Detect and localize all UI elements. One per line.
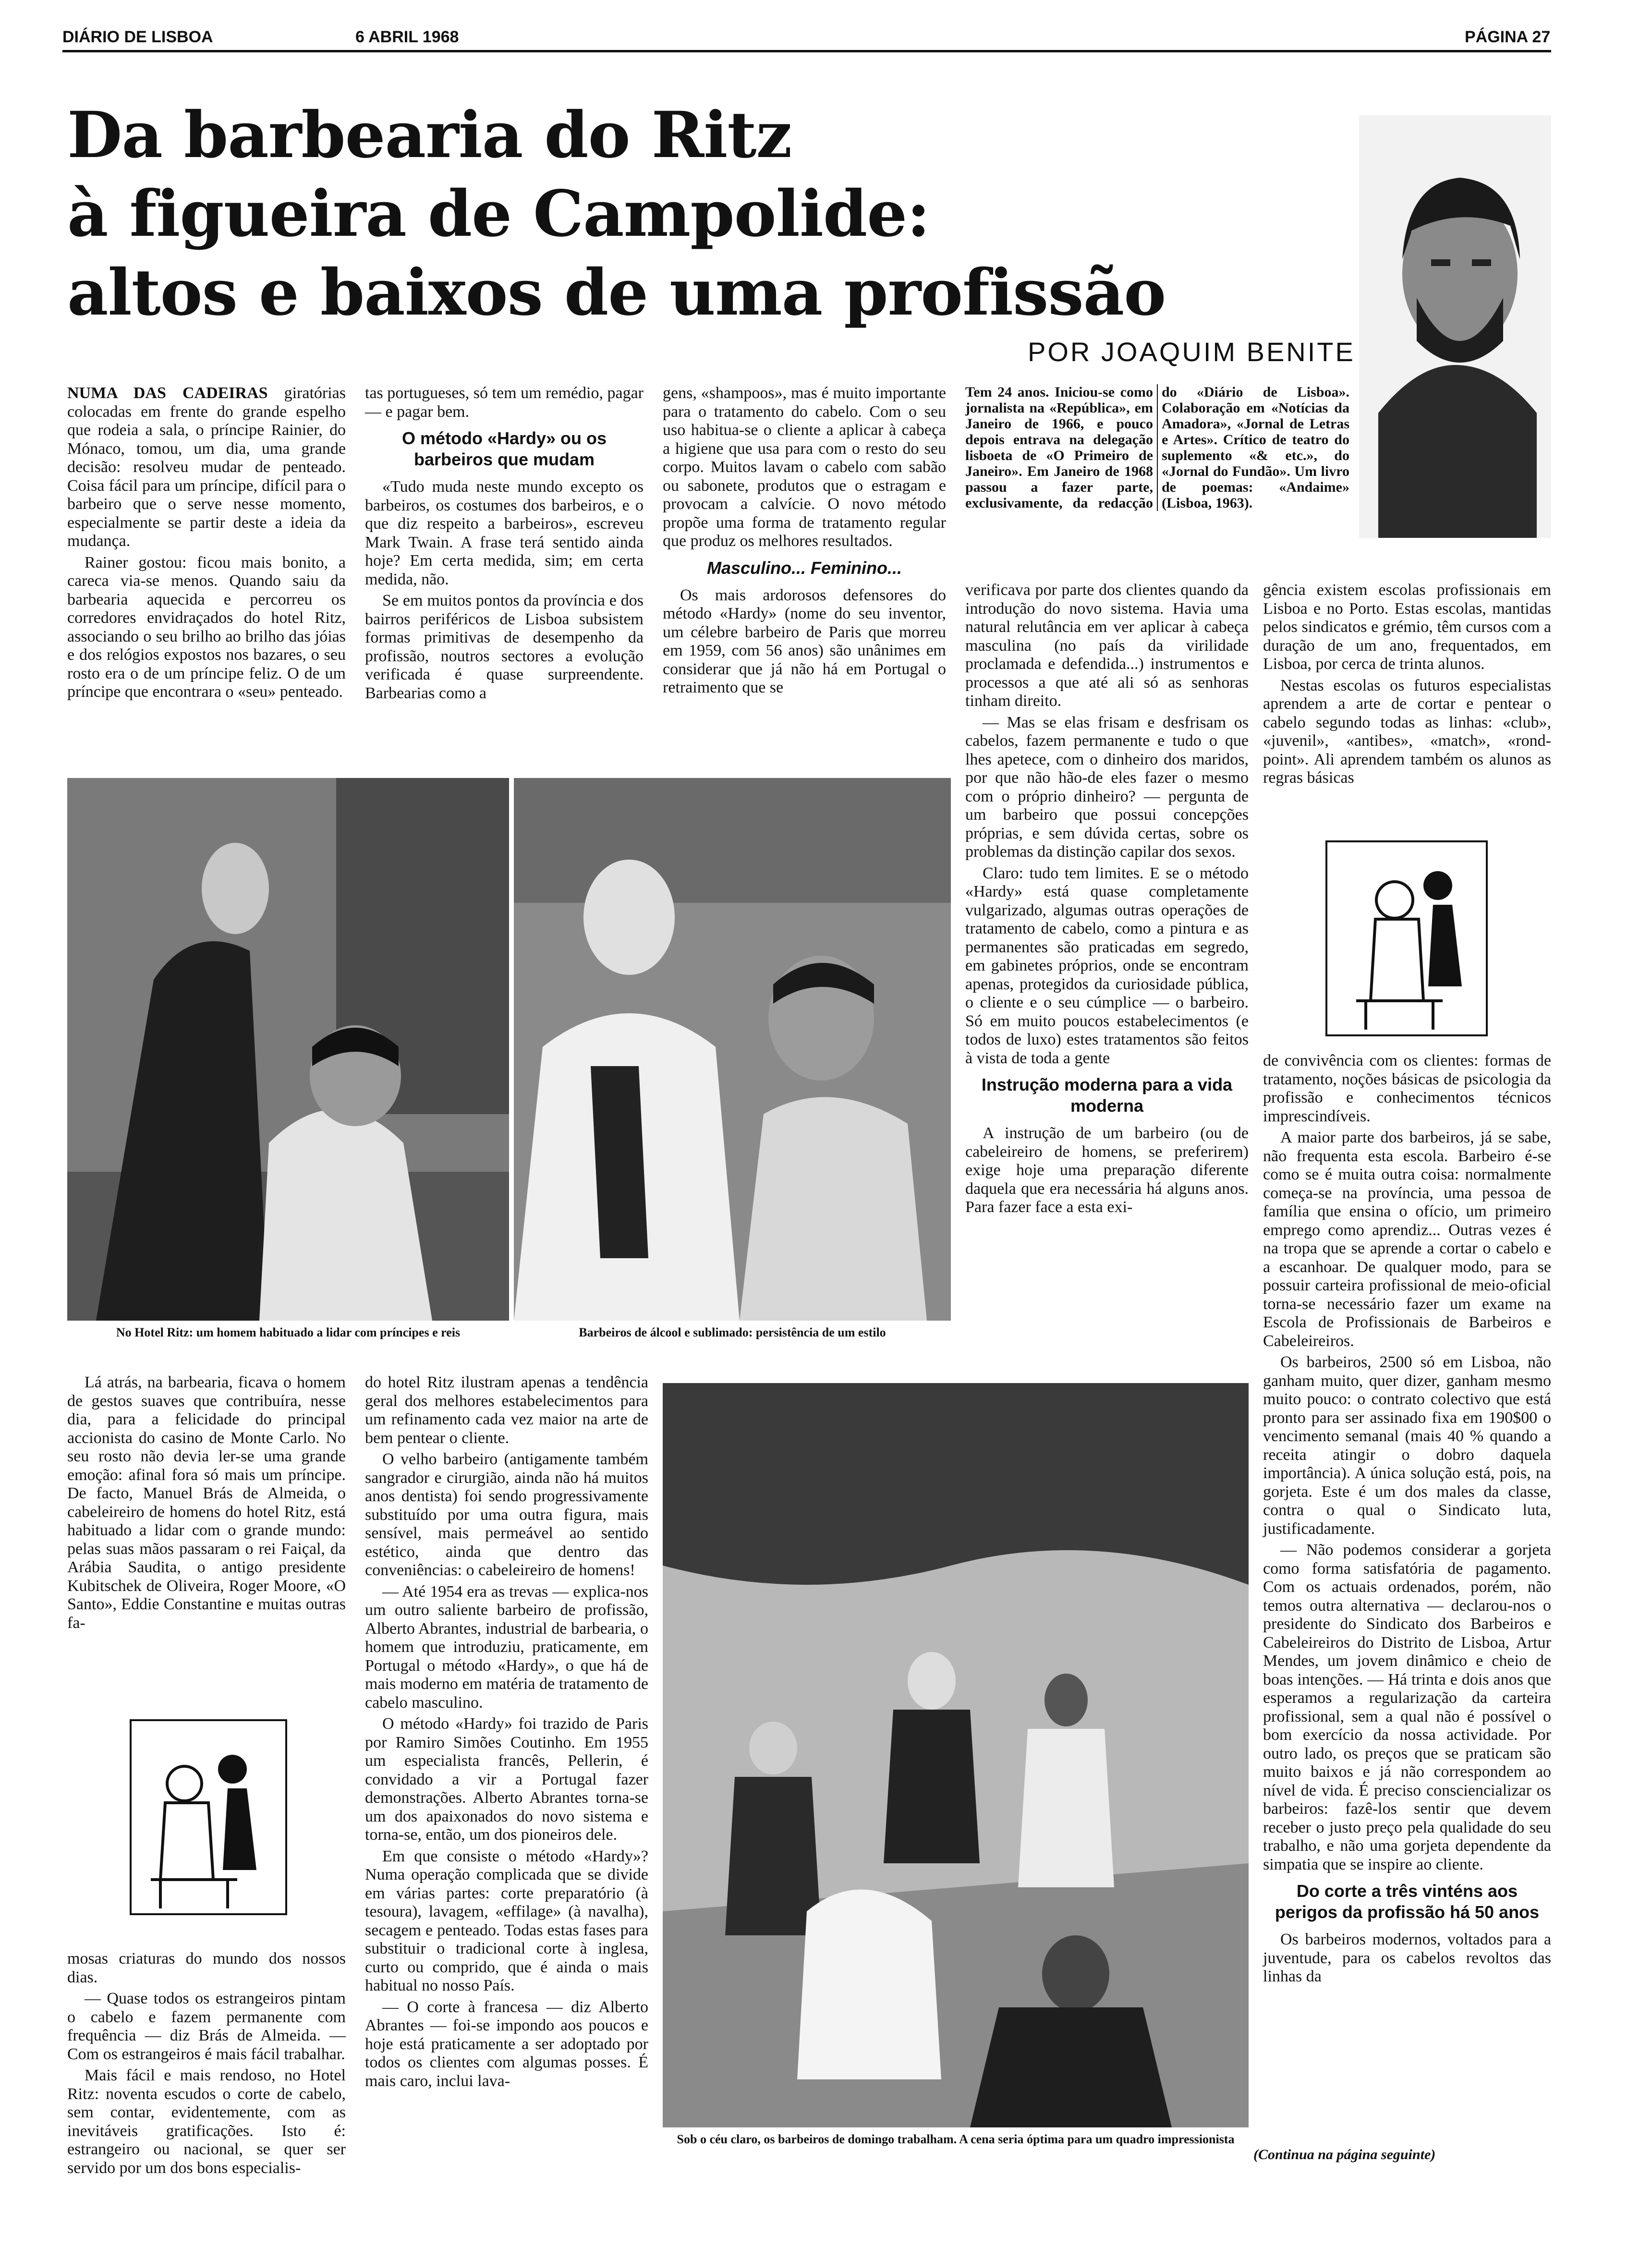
column-6-lower <box>67 1950 346 2180</box>
col5-p6: — Não podemos considerar a gorjeta como forma satisfatória de pagamento. Com os actuais ordenados, porém, não temos outra alternativa — declarou-nos o presidente do Sindicato dos Barbeiros e Cabeleireiros do Distrito de Lisboa, Artur Mendes, um jovem dinâmico e cheio de boas intenções. — Há trinta e dois anos que esperamos a regularização da carteira profissional, sem a qual não é possível o bom exercício da nossa actividade. Por outro lado, os preços que se praticam são muito baixos e já não correspondem ao nível de vida. É preciso consciencializar os barbeiros: fazê-los sentir que devem receber o justo preço pela qualidade do seu trabalho, e não uma gorjeta dependente da simpatia que se inspire ao cliente. <box>1263 1541 1551 1873</box>
col3-p1: gens, «shampoos», mas é muito importante para o tratamento do cabelo. Com o seu uso habitua-se o cliente a aplicar à cabeça a higiene que usa para com o resto do seu corpo. Muitos lavam o cabelo com sabão ou sabonete, produtos que o estragam e provocam a calvície. O novo método propõe uma forma de tratamento regular que produz os melhores resultados. <box>663 384 946 550</box>
col7-p6: — O corte à francesa — diz Alberto Abrantes — foi-se impondo aos poucos e hoje está praticamente a ser adoptado por todos os clientes com algumas posses. É mais caro, inclui lava- <box>365 1998 648 2090</box>
header-rule <box>62 50 1551 52</box>
subhead-hardy: O método «Hardy» ou os barbeiros que mudam <box>401 428 607 469</box>
column-1 <box>67 384 346 704</box>
col5-p5: Os barbeiros, 2500 só em Lisboa, não ganham muito, quer dizer, ganham mesmo muito pouco: o contrato colectivo que está pronto para ser assinado fixa em 190$00 o vencimento semanal (mais 40 % quando a receita atingir o dobro daquela importância). A única solução está, pois, na gorjeta. Este é um dos males da classe, contra o qual o Sindicato luta, justificadamente. <box>1263 1353 1551 1538</box>
headline-line-2: à figueira de Campolide: <box>67 177 930 251</box>
author-portrait <box>1359 115 1551 538</box>
col1-p2: Rainer gostou: ficou mais bonito, a careca via-se menos. Quando saiu da barbearia aquecida e percorreu os corredores envidraçados do hotel Ritz, associando o seu brilho ao brilho das jóias e dos relógios expostos nos bazares, o seu rosto era o de um príncipe feliz. O de um príncipe que encontrara o «seu» penteado. <box>67 553 346 701</box>
subhead-corte: Do corte a três vinténs aos perigos da profissão há 50 anos <box>1275 1881 1540 1922</box>
continuation-note: (Continua na página seguinte) <box>1253 2147 1436 2162</box>
col2-p1: tas portugueses, só tem um remédio, pagar — e pagar bem. <box>365 384 644 421</box>
col4-p2: — Mas se elas frisam e desfrisam os cabelos, fazem permanente e tudo o que lhes apetece, com o dinheiro dos maridos, por que não hão-de eles fazer o mesmo com o próprio dinheiro? — pergunta de um barbeiro que possui concepções próprias, e sem dúvida certas, sobre os problemas da distinção capilar dos sexos. <box>965 713 1249 861</box>
photo-ritz-barber <box>67 778 509 1321</box>
headline-line-3: altos e baixos de uma profissão <box>67 255 1166 330</box>
subhead-masculino: Masculino... Feminino... <box>706 558 902 578</box>
column-4 <box>965 581 1249 1220</box>
col7-p5: Em que consiste o método «Hardy»? Numa operação complicada que se divide em várias partes: corte preparatório (à tesoura), lavagem, «effilage» (à navalha), secagem e penteado. Todas estas fases para substituir o tradicional corte à inglesa, curto ou comprido, que é ainda o mais habitual no nosso País. <box>365 1847 648 1994</box>
caption-photo-1: No Hotel Ritz: um homem habituado a lidar com príncipes e reis <box>116 1325 461 1339</box>
col1-p1: giratórias colocadas em frente do grande espelho que rodeia a sala, o príncipe Rainier, do Mónaco, tomou, um dia, uma grande decisão: resolveu mudar de penteado. Coisa fácil para um príncipe, difícil para o barbeiro que o serve nesse momento, especialmente se partir deste a ideia da mudança. <box>67 384 346 550</box>
lead-paragraph <box>67 384 346 551</box>
caption-photo-2: Barbeiros de álcool e sublimado: persistência de um estilo <box>579 1325 886 1339</box>
photo-outdoor-barbers <box>663 1383 1249 2127</box>
column-3 <box>663 384 946 700</box>
photo-old-barber <box>514 778 951 1321</box>
col5-p3: de convivência com os clientes: formas de tratamento, noções básicas de psicologia da profissão e conhecimentos técnicos imprescindíveis. <box>1263 1052 1551 1125</box>
issue-date: 6 ABRIL 1968 <box>355 28 459 46</box>
byline: POR JOAQUIM BENITE <box>1028 337 1355 367</box>
column-5 <box>1263 581 1551 790</box>
col3-p2: Os mais ardorosos defensores do método «Hardy» (nome do seu inventor, um célebre barbeiro de Paris que morreu em 1959, com 56 anos) são unânimes em considerar que já não há em Portugal o retraimento que se <box>663 586 946 696</box>
col5-p7: Os barbeiros modernos, voltados para a juventude, para os cabelos revoltos das linhas da <box>1263 1931 1551 1985</box>
col7-p4: O método «Hardy» foi trazido de Paris por Ramiro Simões Coutinho. Em 1955 um especialista francês, Pellerin, é convidado a vir a Portugal fazer demonstrações. Alberto Abrantes torna-se um dos apaixonados do novo sistema e torna-se, então, um dos pioneiros dele. <box>365 1715 648 1844</box>
col5-p1: gência existem escolas profissionais em Lisboa e no Porto. Estas escolas, mantidas pelos sindicatos e grémio, têm cursos com a duração de um ano, frequentados, em Lisboa, por cerca de trinta alunos. <box>1263 581 1551 673</box>
col4-p3: Claro: tudo tem limites. E se o método «Hardy» está quase completamente vulgarizado, algumas outras operações de tratamento de cabelo, como a pintura e as permanentes são praticadas em segredo, em gabinetes próprios, onde se encontram apenas, protegidos da curiosidade pública, o cliente e o seu cúmplice — o barbeiro. Só em muito poucos estabelecimentos (e todos de luxo) estes tratamentos são feitos à vista de toda a gente <box>965 864 1249 1067</box>
col2-p3: Se em muitos pontos da província e dos bairros periféricos de Lisboa subsistem formas primitivas de desempenho da profissão, noutros sectores a evolução verificada é quase surpreendente. Barbearias como a <box>365 592 644 702</box>
column-2 <box>365 384 644 705</box>
col7-p2: O velho barbeiro (antigamente também sangrador e cirurgião, ainda não há muitos anos dentista) foi sendo progressivamente substituído por uma outra figura, mais sensível, mais permeável ao sentido estético, ainda que dentro das conveniências: o cabeleireiro de homens! <box>365 1450 648 1579</box>
author-bio: Tem 24 anos. Iniciou-se como jornalista na «República», em Janeiro de 1966, e pouco depois entrava na delegação lisboeta de «O Primeiro de Janeiro». Em Janeiro de 1968 passou a fazer parte, exclusivamente, da redacção do «Diário de Lisboa». Colaboração em «Notícias da Amadora», «Jornal de Letras e Artes». Crítico de teatro do suplemento «& etc.», do «Jornal do Fundão». Um livro de poemas: «Andaime» (Lisboa, 1963). <box>965 384 1349 511</box>
col2-p2: «Tudo muda neste mundo excepto os barbeiros, os costumes dos barbeiros, e o que diz respeito a barbeiros», escreveu Mark Twain. A frase terá sentido ainda hoje? Em certa medida, sim; em certa medida, não. <box>365 478 644 588</box>
column-6 <box>67 1373 346 1635</box>
subhead-instrucao: Instrução moderna para a vida moderna <box>981 1075 1233 1116</box>
col5-p4: A maior parte dos barbeiros, já se sabe, não frequenta esta escola. Barbeiro é-se como se é muita outra coisa: normalmente começa-se na província, uma pessoa de família que ensina o ofício, um primeiro emprego como aprendiz... Outras vezes é na tropa que se aprende a cortar o cabelo e a escanhoar. De qualquer modo, para se possuir carteira profissional de meio-oficial torna-se necessário fazer um exame na Escola de Profissionais de Barbeiros e Cabeleireiros. <box>1263 1129 1551 1350</box>
col6-p4: Mais fácil e mais rendoso, no Hotel Ritz: noventa escudos o corte de cabelo, sem contar, evidentemente, com as inevitáveis gratificações. Isto é: estrangeiro ou nacional, se quer ser servido por um dos bons especialis- <box>67 2066 346 2177</box>
caption-photo-3: Sob o céu claro, os barbeiros de domingo trabalham. A cena seria óptima para um quadro impressionista <box>677 2132 1235 2146</box>
column-7 <box>365 1373 648 2093</box>
col7-p1: do hotel Ritz ilustram apenas a tendência geral dos melhores estabelecimentos para um refinamento cada vez maior na arte de bem pentear o cliente. <box>365 1373 648 1447</box>
column-5-lower <box>1263 1052 1551 1989</box>
col7-p3: — Até 1954 era as trevas — explica-nos um outro saliente barbeiro de profissão, Alberto Abrantes, industrial de barbearia, o homem que introduziu, praticamente, em Portugal o método «Hardy», o que há de mais moderno em matéria de tratamento de cabelo masculino. <box>365 1582 648 1712</box>
col6-p3: — Quase todos os estrangeiros pintam o cabelo e fazem permanente com frequência — diz Brás de Almeida. — Com os estrangeiros é mais fácil trabalhar. <box>67 1990 346 2063</box>
headline-line-1: Da barbearia do Ritz <box>67 98 792 172</box>
barber-sketch-left <box>130 1719 287 1915</box>
col5-p2: Nestas escolas os futuros especialistas aprendem a arte de cortar e pentear o cabelo segundo todas as linhas: «club», «juvenil», «antibes», «match», «rond-point». Ali aprendem também os alunos as regras básicas <box>1263 676 1551 787</box>
headline <box>67 96 1166 332</box>
newspaper-name: DIÁRIO DE LISBOA <box>62 28 213 46</box>
col4-p4: A instrução de um barbeiro (ou de cabeleireiro de homens, se preferirem) exige hoje uma preparação diferente daquela que era necessária há alguns anos. Para fazer face a esta exi- <box>965 1124 1249 1216</box>
col6-p1: Lá atrás, na barbearia, ficava o homem de gestos suaves que contribuíra, nesse dia, para a felicidade do principal accionista do casino de Monte Carlo. No seu rosto não devia ler-se uma grande emoção: afinal fora só mais um príncipe. De facto, Manuel Brás de Almeida, o cabeleireiro de homens do hotel Ritz, está habituado a lidar com o grande mundo: pelas suas mãos passaram o rei Faiçal, da Arábia Saudita, o antigo presidente Kubitschek de Oliveira, Roger Moore, «O Santo», Eddie Constantine e muitas outras fa- <box>67 1373 346 1632</box>
barber-sketch-right <box>1325 840 1488 1036</box>
col4-p1: verificava por parte dos clientes quando da introdução do novo sistema. Havia uma natural relutância em ver aplicar à cabeça masculina (no país da virilidade proclamada e defendida...) instrumentos e processos a que até ali só as senhoras tinham direito. <box>965 581 1249 710</box>
col6-p2: mosas criaturas do mundo dos nossos dias. <box>67 1950 346 1986</box>
page-number: PÁGINA 27 <box>1465 28 1551 46</box>
lead-in: NUMA DAS CADEIRAS <box>67 384 268 402</box>
